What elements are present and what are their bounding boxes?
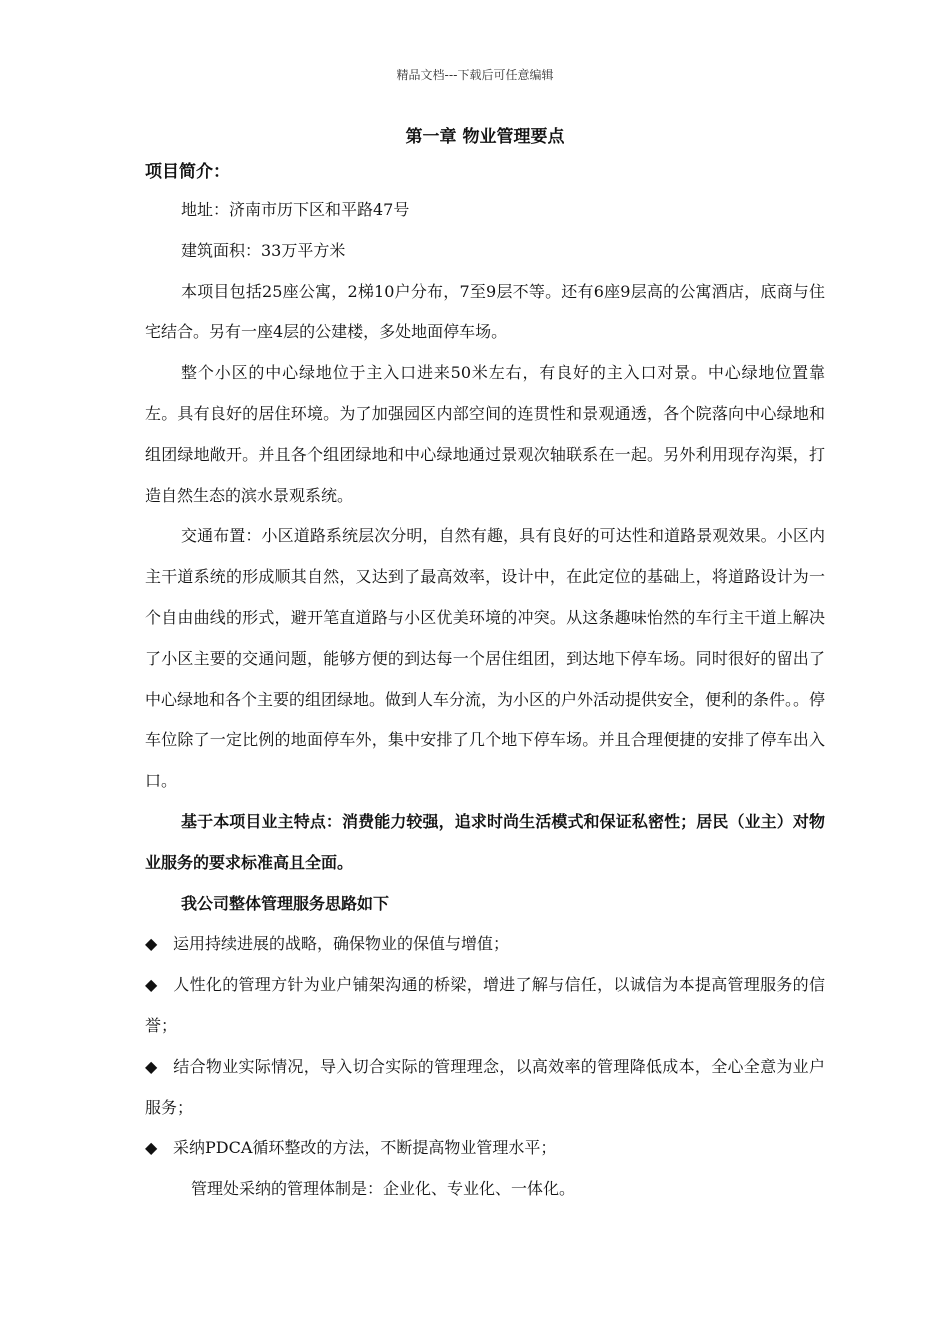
bullet-text: 结合物业实际情况，导入切合实际的管理理念，以高效率的管理降低成本，全心全意为业户服务； [145, 1056, 825, 1117]
bullet-text: 采纳PDCA循环整改的方法，不断提高物业管理水平； [173, 1138, 557, 1158]
section-label-project-intro: 项目简介： [145, 162, 230, 182]
page-header: 精品文档---下载后可任意编辑 [396, 68, 554, 82]
intro-paragraph-traffic: 交通布置：小区道路系统层次分明，自然有趣，具有良好的可达性和道路景观效果。小区内主干道系统的形成顺其自然，又达到了最高效率，设计中，在此定位的基础上，将道路设计为一个自由曲线的形式，避开笔直道路与小区优美环境的冲突。从这条趣味怡然的车行主干道上解决了小区主要的交通问题，能够方便的到达每一个居住组团，到达地下停车场。同时很好的留出了中心绿地和各个主要的组团绿地。做到人车分流，为小区的户外活动提供安全，便利的条件。。停车位除了一定比例的地面停车外，集中安排了几个地下停车场。并且合理便捷的安排了停车出入口。 [145, 526, 826, 791]
approach-heading: 我公司整体管理服务思路如下 [181, 893, 390, 913]
bullet-text: 运用持续进展的战略，确保物业的保值与增值； [173, 934, 510, 954]
address-line: 地址：济南市历下区和平路47号 [181, 200, 410, 219]
document-body [145, 120, 825, 1210]
bullet-item [145, 924, 825, 965]
intro-paragraph-buildings: 本项目包括25座公寓，2梯10户分布，7至9层不等。还有6座9层高的公寓酒店，底商与住宅结合。另有一座4层的公建楼，多处地面停车场。 [145, 281, 825, 342]
diamond-bullet-icon: ◆ [145, 1138, 158, 1158]
owner-features-paragraph: 基于本项目业主特点：消费能力较强，追求时尚生活模式和保证私密性；居民（业主）对物业服务的要求标准高且全面。 [145, 811, 825, 872]
bullet-text: 人性化的管理方针为业户铺架沟通的桥梁，增进了解与信任，以诚信为本提高管理服务的信誉； [145, 975, 825, 1035]
diamond-bullet-icon: ◆ [145, 975, 158, 995]
diamond-bullet-icon: ◆ [145, 934, 158, 954]
bullet-item [145, 965, 825, 1047]
area-line: 建筑面积：33万平方米 [181, 240, 346, 260]
management-system-line: 管理处采纳的管理体制是：企业化、专业化、一体化。 [191, 1179, 576, 1199]
bullet-item [145, 1047, 825, 1129]
chapter-title: 第一章 物业管理要点 [405, 127, 565, 147]
diamond-bullet-icon: ◆ [145, 1056, 158, 1076]
bullet-item [145, 1128, 825, 1169]
intro-paragraph-greenery: 整个小区的中心绿地位于主入口进来50米左右，有良好的主入口对景。中心绿地位置靠左。具有良好的居住环境。为了加强园区内部空间的连贯性和景观通透，各个院落向中心绿地和组团绿地敞开。并且各个组团绿地和中心绿地通过景观次轴联系在一起。另外利用现存沟渠，打造自然生态的滨水景观系统。 [145, 363, 825, 505]
